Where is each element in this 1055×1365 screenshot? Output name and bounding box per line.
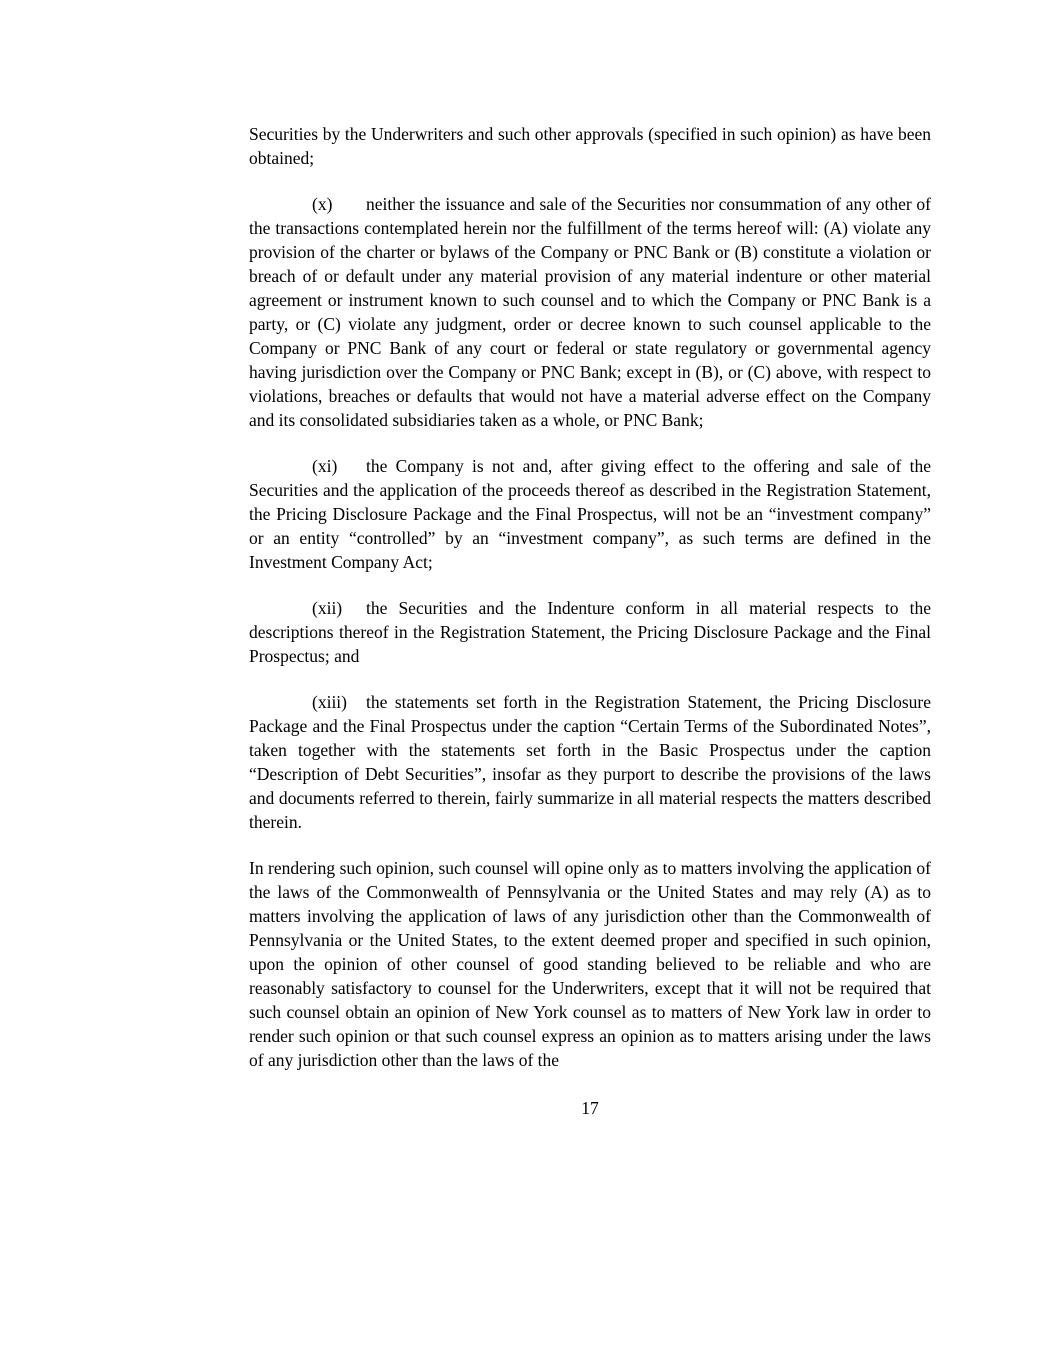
subparagraph-xi-label: (xi) [312,456,338,476]
subparagraph-x-label: (x) [312,194,333,214]
subparagraph-xii-label: (xii) [312,598,343,618]
subparagraph-xiii-text: the statements set forth in the Registration Statement, the Pricing Disclosure Package and the Final Prospectus under the caption “Certain Terms of the Subordinated Notes”, taken together with the statements set forth in the Basic Prospectus under the caption “Description of Debt Securities”, insofar as they purport to describe the provisions of the laws and documents referred to therein, fairly summarize in all material respects the matters described therein. [249,692,931,832]
subparagraph-xii-text: the Securities and the Indenture conform in all material respects to the descriptions thereof in the Registration Statement, the Pricing Disclosure Package and the Final Prospectus; and [249,598,931,666]
page-number: 17 [581,1098,599,1118]
subparagraph-xiii-label: (xiii) [312,692,347,712]
subparagraph-x-text: neither the issuance and sale of the Securities nor consummation of any other of the transactions contemplated herein nor the fulfillment of the terms hereof will: (A) violate any provision of the charter or bylaws of the Company or PNC Bank or (B) constitute a violation or breach of or default under any material provision of any material indenture or other material agreement or instrument known to such counsel and to which the Company or PNC Bank is a party, or (C) violate any judgment, order or decree known to such counsel applicable to the Company or PNC Bank of any court or federal or state regulatory or governmental agency having jurisdiction over the Company or PNC Bank; except in (B), or (C) above, with respect to violations, breaches or defaults that would not have a material adverse effect on the Company and its consolidated subsidiaries taken as a whole, or PNC Bank; [249,194,931,430]
subparagraph-xi [249,454,931,574]
subparagraph-x [249,192,931,432]
subparagraph-continuation: Securities by the Underwriters and such other approvals (specified in such opinion) as have been obtained; [249,124,931,168]
closing-paragraph: In rendering such opinion, such counsel will opine only as to matters involving the application of the laws of the Commonwealth of Pennsylvania or the United States and may rely (A) as to matters involving the application of laws of any jurisdiction other than the Commonwealth of Pennsylvania or the United States, to the extent deemed proper and specified in such opinion, upon the opinion of other counsel of good standing believed to be reliable and who are reasonably satisfactory to counsel for the Underwriters, except that it will not be required that such counsel obtain an opinion of New York counsel as to matters of New York law in order to render such opinion or that such counsel express an opinion as to matters arising under the laws of any jurisdiction other than the laws of the [249,858,931,1070]
subparagraph-xi-text: the Company is not and, after giving effect to the offering and sale of the Securities and the application of the proceeds thereof as described in the Registration Statement, the Pricing Disclosure Package and the Final Prospectus, will not be an “investment company” or an entity “controlled” by an “investment company”, as such terms are defined in the Investment Company Act; [249,456,931,572]
subparagraph-xii [249,596,931,668]
subparagraph-xiii [249,690,931,834]
